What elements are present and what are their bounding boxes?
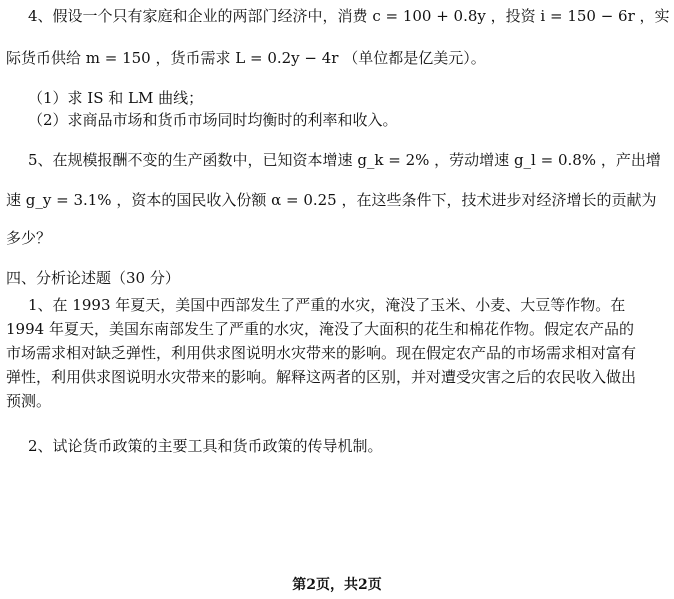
q4-sub2: （2）求商品市场和货币市场同时均衡时的利率和收入。: [28, 111, 398, 129]
s4-q2: 2、试论货币政策的主要工具和货币政策的传导机制。: [28, 437, 383, 455]
q4-sub1: （1）求 IS 和 LM 曲线；: [28, 89, 204, 107]
section4-heading: 四、分析论述题（30 分）: [6, 269, 180, 287]
s4-q1-line4: 弹性，利用供求图说明水灾带来的影响。解释这两者的区别，并对遭受灾害之后的农民收入做出: [6, 368, 637, 386]
s4-q1-line1: 1、在 1993 年夏天，美国中西部发生了严重的水灾，淹没了玉米、小麦、大豆等作物。在: [28, 296, 626, 314]
s4-q1-line2: 1994 年夏天，美国东南部发生了严重的水灾，淹没了大面积的花生和棉花作物。假定农产品的: [6, 320, 634, 338]
q5-line1: 5、在规模报酬不变的生产函数中，已知资本增速 g_k = 2% ，劳动增速 g_l = 0.8% ，产出增: [28, 151, 661, 169]
q4-line2: 际货币供给 m = 150 ，货币需求 L = 0.2y − 4r （单位都是亿美元）。: [6, 49, 486, 67]
s4-q1-line3: 市场需求相对缺乏弹性，利用供求图说明水灾带来的影响。现在假定农产品的市场需求相对富有: [6, 344, 637, 362]
q4-line1: 4、假设一个只有家庭和企业的两部门经济中，消费 c = 100 + 0.8y ，投资 i = 150 − 6r ，实: [28, 7, 670, 25]
s4-q1-line5: 预测。: [6, 392, 52, 410]
q5-line3: 多少？: [6, 229, 52, 247]
page-footer: 第2页，共2页: [292, 577, 382, 593]
q5-line2: 速 g_y = 3.1% ，资本的国民收入份额 α = 0.25 ，在这些条件下，技术进步对经济增长的贡献为: [6, 191, 657, 209]
